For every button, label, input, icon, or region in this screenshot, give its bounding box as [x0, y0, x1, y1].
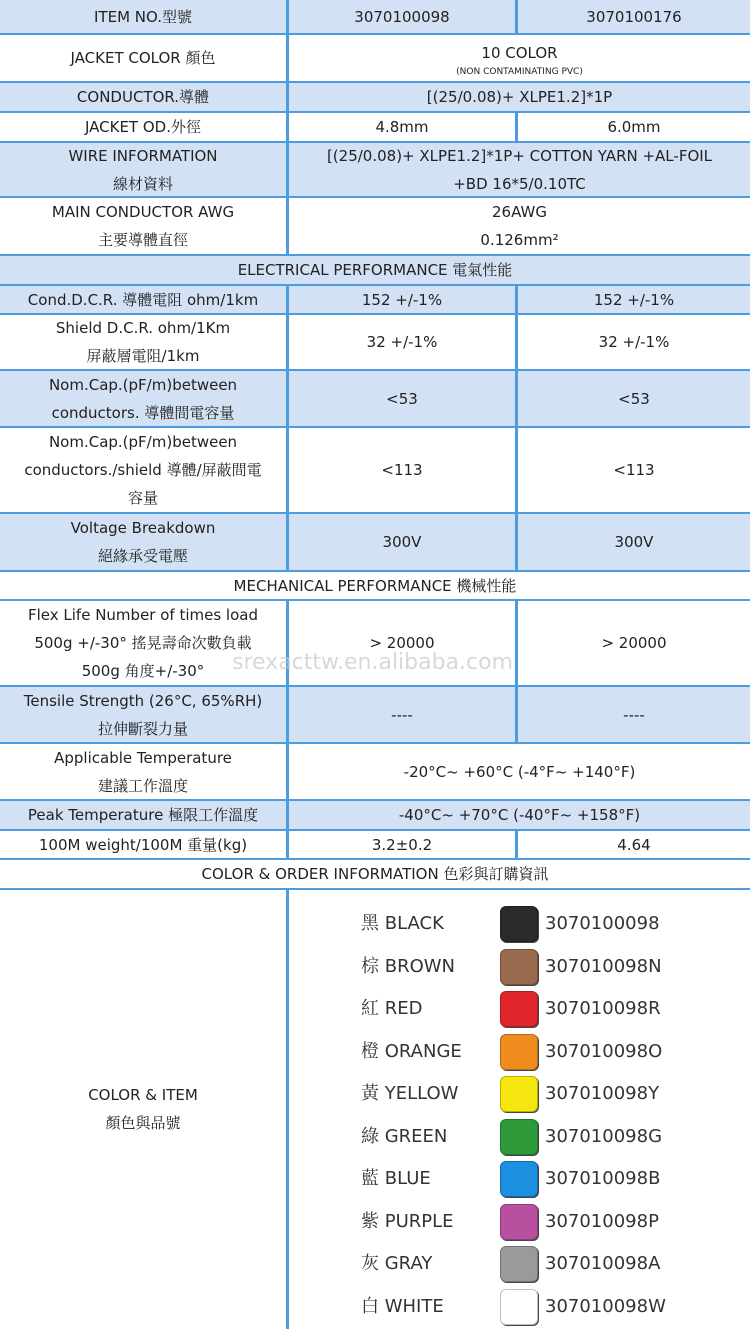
- spec-label-line: 拉伸斷裂力量: [97, 719, 188, 738]
- color-code: 307010098O: [545, 1040, 663, 1062]
- color-swatch-row: [289, 1073, 750, 1115]
- spec-value-line: +BD 16*5/0.10TC: [453, 174, 586, 193]
- spec-label-line: 建議工作溫度: [97, 776, 188, 795]
- spec-label-line: JACKET COLOR 顏色: [70, 49, 216, 67]
- header-item-2: 3070100176: [586, 8, 682, 26]
- row-divider: [0, 685, 750, 687]
- color-swatch: [500, 1034, 538, 1070]
- spec-label: [0, 800, 289, 830]
- spec-value-1: [289, 285, 518, 314]
- color-name: 黃 YELLOW: [361, 1083, 459, 1104]
- section-header: [0, 255, 750, 285]
- row-divider: [0, 111, 750, 113]
- color-item-label: [0, 889, 289, 1329]
- color-code: 307010098G: [545, 1125, 663, 1147]
- row-divider: [0, 858, 750, 860]
- spec-label-line: CONDUCTOR.導體: [76, 88, 210, 106]
- row-divider: [0, 141, 750, 143]
- spec-value-1: [289, 686, 518, 743]
- spec-label: [0, 370, 289, 427]
- spec-value-2: [518, 427, 750, 513]
- spec-value-line: 152 +/-1%: [361, 290, 443, 309]
- spec-label: [0, 513, 289, 571]
- spec-row: [0, 285, 750, 314]
- row-divider: [0, 254, 750, 256]
- spec-value-line: [(25/0.08)+ XLPE1.2]*1P: [426, 88, 613, 106]
- color-code: 307010098N: [545, 955, 662, 977]
- spec-label-line: Shield D.C.R. ohm/1Km: [55, 319, 231, 337]
- spec-value-line: 26AWG: [492, 203, 547, 221]
- spec-label: [0, 142, 289, 197]
- spec-label-line: JACKET OD.外徑: [84, 118, 201, 136]
- color-swatch: [500, 991, 538, 1027]
- spec-value-line: 152 +/-1%: [593, 290, 675, 309]
- spec-value-merged: [289, 142, 750, 197]
- spec-row: [0, 370, 750, 427]
- spec-label: [0, 112, 289, 142]
- spec-value-line: ----: [623, 705, 645, 724]
- spec-value-line: > 20000: [601, 634, 667, 652]
- spec-row: [0, 800, 750, 830]
- spec-value-2: [518, 686, 750, 743]
- spec-value-line: 300V: [614, 533, 654, 551]
- color-code: 307010098R: [545, 998, 661, 1019]
- spec-row: [0, 830, 750, 859]
- section-header: [0, 859, 750, 889]
- color-swatch-row: [289, 946, 750, 988]
- row-divider: [0, 570, 750, 572]
- section-header: [0, 571, 750, 600]
- spec-label-line: WIRE INFORMATION: [68, 146, 218, 165]
- row-divider: [0, 426, 750, 428]
- spec-label: [0, 743, 289, 800]
- spec-value-merged: [289, 800, 750, 830]
- spec-value-1: [289, 112, 518, 142]
- spec-row: [0, 743, 750, 800]
- spec-value-1: [289, 513, 518, 571]
- spec-value-line: -20°C~ +60°C (-4°F~ +140°F): [403, 762, 636, 781]
- color-name: 橙 ORANGE: [361, 1040, 462, 1062]
- row-divider: [0, 512, 750, 514]
- color-swatch-row: [289, 1243, 750, 1285]
- color-swatch-row: [289, 1286, 750, 1328]
- spec-value-line: 4.64: [617, 835, 651, 854]
- spec-value-2: [518, 370, 750, 427]
- spec-label-line: MAIN CONDUCTOR AWG: [51, 203, 235, 221]
- color-name: 綠 GREEN: [361, 1125, 448, 1147]
- color-swatch-row: [289, 1116, 750, 1158]
- header-row: [0, 0, 750, 34]
- spec-value-line: <113: [613, 461, 655, 479]
- spec-value-line: <113: [381, 461, 423, 479]
- color-code: 307010098B: [545, 1168, 661, 1189]
- color-item-label-line: COLOR & ITEM: [88, 1086, 198, 1104]
- spec-value-line: 10 COLOR: [481, 44, 558, 62]
- spec-value-2: [518, 314, 750, 370]
- spec-value-line: 300V: [382, 533, 422, 551]
- color-name: 藍 BLUE: [361, 1168, 431, 1189]
- spec-label-line: Cond.D.C.R. 導體電阻 ohm/1km: [27, 290, 259, 309]
- row-divider: [0, 369, 750, 371]
- row-divider: [0, 829, 750, 831]
- spec-label: [0, 82, 289, 112]
- spec-value-merged: [289, 743, 750, 800]
- spec-value-line: > 20000: [369, 634, 435, 652]
- row-divider: [0, 742, 750, 744]
- color-name: 棕 BROWN: [361, 955, 456, 977]
- row-divider: [0, 81, 750, 83]
- spec-label-line: 線材資料: [112, 174, 173, 193]
- color-swatch: [500, 1204, 538, 1240]
- color-swatch: [500, 906, 538, 942]
- color-code: 307010098A: [545, 1253, 661, 1274]
- spec-label-line: Peak Temperature 極限工作溫度: [27, 806, 259, 824]
- spec-value-1: [289, 314, 518, 370]
- row-divider: [0, 33, 750, 35]
- color-swatch: [500, 949, 538, 985]
- spec-label-line: conductors./shield 導體/屏蔽間電: [24, 461, 262, 479]
- row-divider: [0, 313, 750, 315]
- spec-value-2: [518, 112, 750, 142]
- spec-row: [0, 197, 750, 255]
- spec-row: [0, 427, 750, 513]
- spec-row: [0, 34, 750, 82]
- color-code: 307010098W: [545, 1295, 666, 1317]
- spec-value-1: [289, 370, 518, 427]
- spec-label: [0, 34, 289, 82]
- spec-note: (NON CONTAMINATING PVC): [456, 67, 583, 77]
- spec-label: [0, 686, 289, 743]
- spec-label-line: Flex Life Number of times load: [28, 606, 258, 624]
- color-swatch-row: [289, 903, 750, 945]
- spec-row: [0, 686, 750, 743]
- spec-label-line: Nom.Cap.(pF/m)between: [48, 433, 238, 451]
- spec-row: [0, 513, 750, 571]
- spec-row: [0, 142, 750, 197]
- color-name: 紫 PURPLE: [361, 1210, 454, 1232]
- spec-value-2: [518, 285, 750, 314]
- color-code: 307010098Y: [545, 1083, 660, 1104]
- color-swatch-row: [289, 1201, 750, 1243]
- spec-value-line: 4.8mm: [375, 118, 429, 136]
- spec-label: [0, 285, 289, 314]
- spec-label-line: Nom.Cap.(pF/m)between: [48, 375, 238, 394]
- spec-label-line: 500g 角度+/-30°: [81, 662, 205, 680]
- spec-label: [0, 314, 289, 370]
- spec-value-line: 0.126mm²: [480, 231, 559, 249]
- spec-label-line: 屏蔽層電阻/1km: [86, 347, 200, 365]
- spec-value-1: [289, 830, 518, 859]
- spec-value-merged: [289, 197, 750, 255]
- spec-value-merged: [289, 82, 750, 112]
- spec-value-2: [518, 830, 750, 859]
- spec-label-line: conductors. 導體間電容量: [51, 403, 235, 422]
- spec-value-line: 3.2±0.2: [371, 835, 433, 854]
- color-swatch: [500, 1119, 538, 1155]
- color-swatch: [500, 1076, 538, 1112]
- spec-row: [0, 82, 750, 112]
- color-name: 黑 BLACK: [361, 913, 444, 934]
- spec-value-1: [289, 427, 518, 513]
- color-item-label-line: 顏色與品號: [105, 1114, 181, 1132]
- spec-label: [0, 427, 289, 513]
- spec-label-line: Tensile Strength (26°C, 65%RH): [23, 691, 263, 710]
- spec-value-line: -40°C~ +70°C (-40°F~ +158°F): [398, 806, 641, 824]
- section-title: ELECTRICAL PERFORMANCE 電氣性能: [237, 261, 513, 279]
- color-code: 307010098P: [545, 1210, 659, 1232]
- spec-label-line: 500g +/-30° 搖晃壽命次數負載: [34, 634, 252, 652]
- row-divider: [0, 799, 750, 801]
- spec-label-line: 容量: [127, 489, 158, 507]
- spec-value-line: [(25/0.08)+ XLPE1.2]*1P+ COTTON YARN +AL-FOIL: [326, 146, 713, 165]
- row-divider: [0, 196, 750, 198]
- color-name: 紅 RED: [361, 998, 423, 1019]
- color-swatch-row: [289, 1031, 750, 1073]
- spec-value-2: [518, 600, 750, 686]
- spec-row: [0, 314, 750, 370]
- spec-value-line: ----: [391, 705, 413, 724]
- spec-label: [0, 830, 289, 859]
- header-item-1: 3070100098: [289, 0, 518, 34]
- header-label: ITEM NO.型號: [0, 0, 289, 34]
- color-swatch-row: [289, 988, 750, 1030]
- spec-value-line: 32 +/-1%: [598, 333, 670, 351]
- color-section: [0, 889, 750, 1329]
- row-divider: [0, 284, 750, 286]
- color-swatch-row: [289, 1158, 750, 1200]
- spec-value-2: [518, 513, 750, 571]
- spec-value-line: 6.0mm: [607, 118, 661, 136]
- spec-label-line: 絕緣承受電壓: [97, 547, 188, 565]
- spec-row: [0, 112, 750, 142]
- color-swatch-list: [289, 889, 750, 1329]
- color-name: 灰 GRAY: [361, 1253, 433, 1274]
- spec-value-line: 32 +/-1%: [366, 333, 438, 351]
- color-name: 白 WHITE: [361, 1295, 444, 1317]
- spec-label: [0, 197, 289, 255]
- spec-value-line: <53: [386, 389, 418, 408]
- color-code: 3070100098: [545, 913, 660, 934]
- spec-label-line: 主要導體直徑: [97, 231, 188, 249]
- color-swatch: [500, 1289, 538, 1325]
- row-divider: [0, 599, 750, 601]
- watermark: srexacttw.en.alibaba.com: [232, 650, 514, 675]
- section-title: MECHANICAL PERFORMANCE 機械性能: [233, 576, 517, 595]
- color-swatch: [500, 1246, 538, 1282]
- spec-value-merged: [289, 34, 750, 82]
- spec-label-line: Voltage Breakdown: [70, 519, 216, 537]
- color-swatch: [500, 1161, 538, 1197]
- spec-label-line: 100M weight/100M 重量(kg): [38, 835, 248, 854]
- spec-value-line: <53: [618, 389, 650, 408]
- section-title: COLOR & ORDER INFORMATION 色彩與訂購資訊: [201, 865, 549, 883]
- spec-label-line: Applicable Temperature: [54, 748, 232, 767]
